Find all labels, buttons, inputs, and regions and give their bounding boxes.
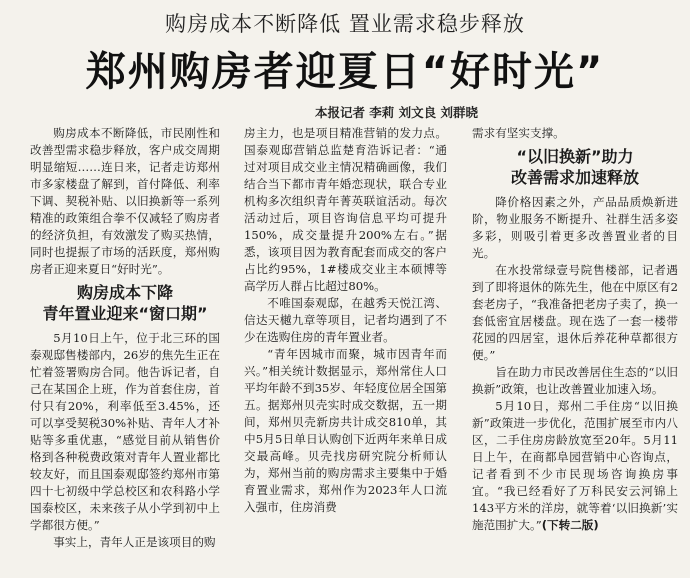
paragraph	[472, 398, 678, 534]
subheading	[30, 282, 220, 324]
paragraph: “青年因城市而聚，城市因青年而兴。”相关统计数据显示，郑州常住人口平均年龄不到35岁、年轻度位居全国第五。据郑州贝壳实时成交数据，五一期间，郑州贝壳新房共计成交810单，其中5月5日单日认购创下近两年来单日成交最高峰。贝壳找房研究院分析师认为，郑州当前的购房需求主要集中于婚育置业需求，郑州作为2023年人口流入强市，住房消费	[244, 347, 447, 514]
article-column-2	[244, 125, 447, 578]
main-headline: 郑州购房者迎夏日“好时光”	[85, 49, 605, 95]
byline: 本报记者 李莉 刘文良 刘群晓	[314, 105, 478, 120]
article-column-3	[472, 125, 678, 578]
article-column-1	[30, 125, 220, 578]
paragraph: 不唯国泰观邸，在越秀天悦江湾、信达天樾九章等项目，记者均遇到了不少在选购住房的青年置业者。	[244, 296, 447, 344]
paragraph: 房主力，也是项目精准营销的发力点。国泰观邸营销总监楚育浩诉记者：“通过对项目成交业主情况精确画像，我们结合当下都市青年婚恋现状，联合专业机构多次组织青年菁英联谊活动。每次活动过后，项目咨询信息平均可提升150%，成交量提升200%左右。”据悉，该项目因为教育配套而成交的客户占比约95%，1#楼成交业主本硕博等高学历人群占比超过80%。	[244, 126, 447, 293]
paragraph: 5月10日上午，位于北三环的国泰观邸售楼部内，26岁的焦先生正在忙着签署购房合同。他告诉记者，自己在某国企上班，作为首套住房，首付只有20%，利率低至3.45%，还可以享受契税30%补贴、青年人才补贴等多重优惠，“感觉目前从销售价格到各种税费政策对青年人置业都比较友好，而且国泰观邸签约郑州市第四十七初级中学总校区和农科路小学国泰校区，未来孩子从小学到初中上学都很方便。”	[30, 331, 220, 532]
subheading-line: 青年置业迎来“窗口期”	[42, 304, 208, 323]
subheading-line: 购房成本下降	[76, 283, 173, 302]
subheading-line: “以旧换新”助力	[516, 147, 634, 166]
subheading-line: 改善需求加速释放	[510, 168, 639, 187]
paragraph: 购房成本不断降低，市民刚性和改善型需求稳步释放，客户成交周期明显缩短……连日来，记者走访郑州市多家楼盘了解到，首付降低、利率下调、契税补贴、以旧换新等一系列精准的政策组合拳不仅减轻了购房者的经济负担，有效激发了购买热情，同时也提振了市场的活跃度，郑州购房者正迎来夏日“好时光”。	[30, 126, 220, 276]
continued-note: (下转二版)	[541, 518, 599, 532]
paragraph: 降价格因素之外，产品品质焕新进阶，物业服务不断提升、社群生活多姿多彩，则吸引着更多改善置业者的目光。	[472, 195, 678, 260]
paragraph: 事实上，青年人正是该项目的购	[53, 535, 216, 549]
subheading	[472, 146, 678, 188]
paragraph: 需求有坚实支撑。	[472, 126, 565, 140]
paragraph: 在水投常绿壹号院售楼部，记者遇到了即将退休的陈先生，他在中原区有2套老房子，“我准备把老房子卖了，换一套低密宜居楼盘。现在选了一套一楼带花园的四居室，退休后养花种草都很方便。”	[472, 263, 678, 362]
kicker-headline: 购房成本不断降低 置业需求稳步释放	[165, 12, 525, 36]
paragraph-text: 5月10日，郑州二手住房“以旧换新”政策进一步优化，范围扩展至市内八区，二手住房房龄放宽至20年。5月11日上午，在商都阜园营销中心咨询点，记者看到不少市民现场咨询换房事宜。“我已经看好了万科民安云河锦上143平方米的洋房，就等着‘以旧换新’实施范围扩大。”	[472, 399, 678, 532]
paragraph: 旨在助力市民改善居住生态的“以旧换新”政策，也让改善置业加速入场。	[472, 365, 678, 396]
